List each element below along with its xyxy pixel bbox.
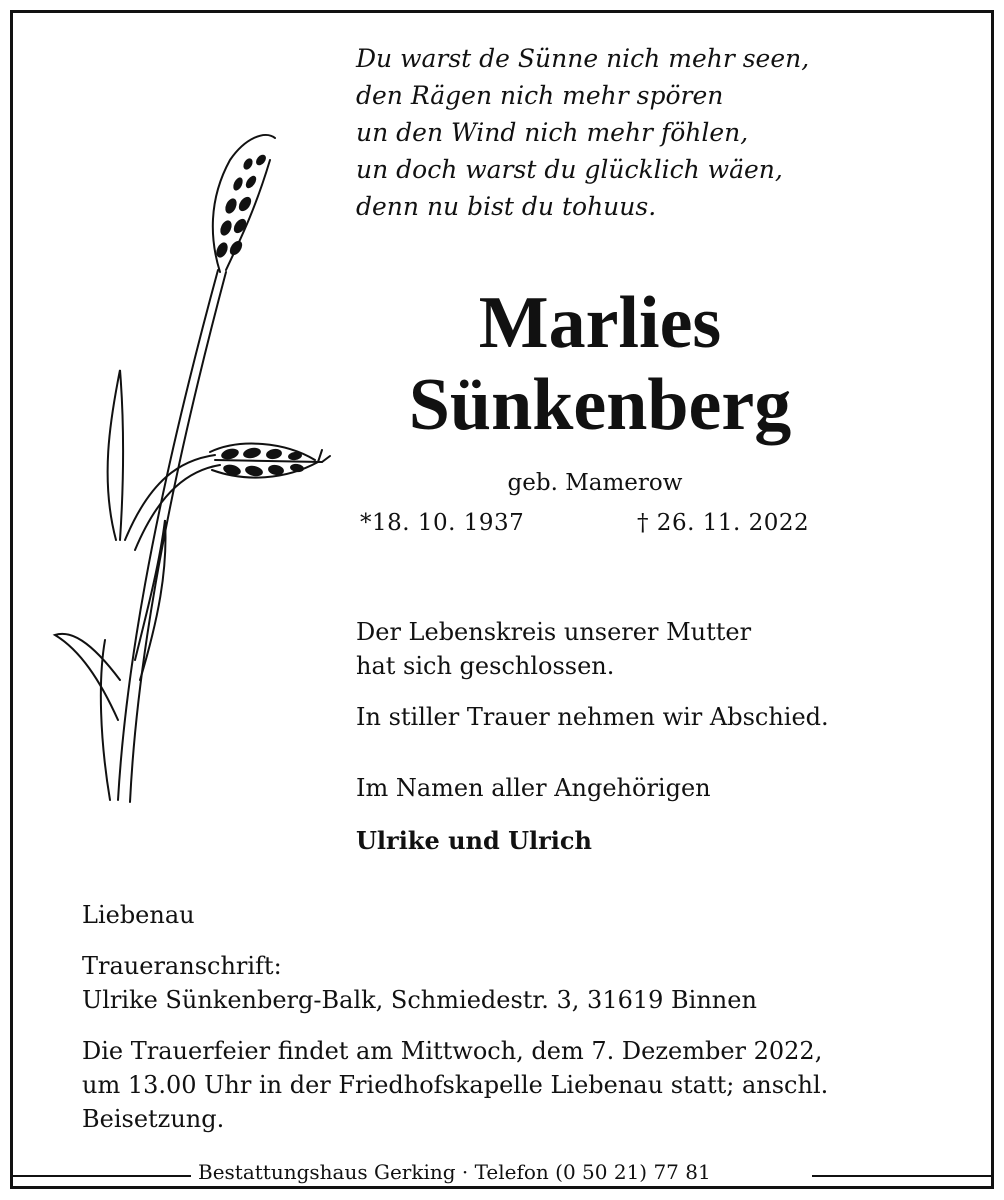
poem-line: Du warst de Sünne nich mehr seen, [356, 44, 810, 73]
last-name: Sünkenberg [408, 364, 792, 446]
address: Ulrike Sünkenberg-Balk, Schmiedestr. 3, 31619 Binnen [82, 986, 757, 1014]
on-behalf: Im Namen aller Angehörigen [356, 774, 711, 802]
wheat-icon [40, 120, 340, 820]
poem-line: den Rägen nich mehr spören [356, 81, 724, 110]
birth-name: geb. Mamerow [507, 470, 683, 496]
footer-rule-right [812, 1175, 991, 1177]
address-label: Traueranschrift: [82, 952, 282, 980]
poem-line: denn nu bist du tohuus. [356, 192, 657, 221]
message-line-2: hat sich geschlossen. [356, 652, 615, 680]
death-date: † 26. 11. 2022 [637, 510, 810, 536]
ceremony-line-2: um 13.00 Uhr in der Friedhofskapelle Liebenau statt; anschl. [82, 1071, 829, 1099]
message-line-1: Der Lebenskreis unserer Mutter [356, 618, 752, 646]
ceremony-line-3: Beisetzung. [82, 1105, 225, 1133]
funeral-home-footer: Bestattungshaus Gerking · Telefon (0 50 21) 77 81 [198, 1160, 711, 1184]
message-line-3: In stiller Trauer nehmen wir Abschied. [356, 703, 829, 731]
ceremony-line-1: Die Trauerfeier findet am Mittwoch, dem 7. Dezember 2022, [82, 1037, 823, 1065]
birth-date: *18. 10. 1937 [360, 510, 525, 536]
footer-rule-left [13, 1175, 191, 1177]
place: Liebenau [82, 901, 195, 929]
poem-line: un doch warst du glücklich wäen, [356, 155, 783, 184]
signers: Ulrike und Ulrich [356, 826, 592, 855]
poem [356, 40, 916, 225]
poem-line: un den Wind nich mehr föhlen, [356, 118, 749, 147]
first-name: Marlies [478, 282, 722, 364]
